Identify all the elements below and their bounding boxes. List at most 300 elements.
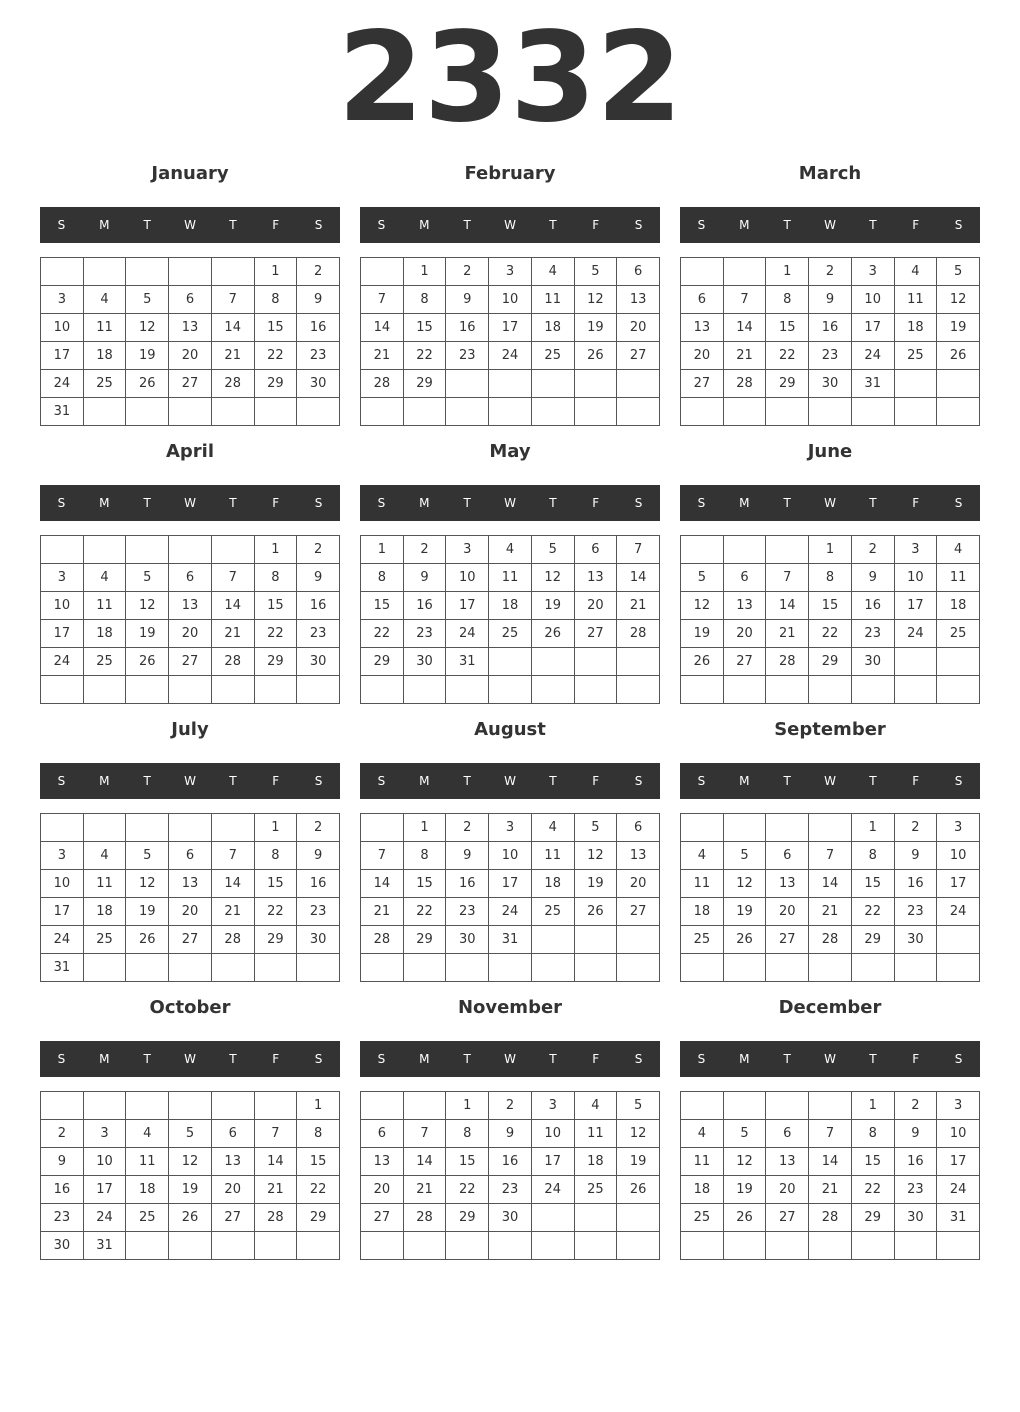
empty-cell <box>937 370 980 398</box>
empty-cell <box>532 926 575 954</box>
day-cell: 4 <box>84 842 127 870</box>
day-cell: 4 <box>126 1120 169 1148</box>
empty-cell <box>212 398 255 426</box>
day-cell: 18 <box>84 342 127 370</box>
empty-cell <box>297 398 340 426</box>
weekday-label: S <box>697 496 706 510</box>
day-cell: 16 <box>41 1176 84 1204</box>
empty-cell <box>532 370 575 398</box>
empty-cell <box>895 648 938 676</box>
day-cell: 1 <box>255 536 298 564</box>
day-cell: 20 <box>617 870 660 898</box>
day-cell: 29 <box>766 370 809 398</box>
weekday-label: M <box>99 1052 110 1066</box>
day-cell: 14 <box>361 314 404 342</box>
weekday-label: F <box>592 496 600 510</box>
empty-cell <box>681 676 724 704</box>
day-grid <box>680 1091 980 1260</box>
day-cell: 30 <box>297 370 340 398</box>
weekday-label: S <box>697 218 706 232</box>
empty-cell <box>212 814 255 842</box>
day-cell: 21 <box>361 898 404 926</box>
empty-cell <box>532 398 575 426</box>
day-cell: 11 <box>532 286 575 314</box>
day-cell: 23 <box>489 1176 532 1204</box>
month-name: May <box>489 441 531 462</box>
day-cell: 27 <box>169 926 212 954</box>
day-cell: 19 <box>937 314 980 342</box>
day-cell: 21 <box>212 898 255 926</box>
weekday-label: F <box>912 1052 920 1066</box>
day-cell: 19 <box>681 620 724 648</box>
day-cell: 6 <box>766 842 809 870</box>
weekday-label: T <box>229 1052 237 1066</box>
weekday-label: W <box>824 496 836 510</box>
day-cell: 1 <box>446 1092 489 1120</box>
day-cell: 27 <box>361 1204 404 1232</box>
day-cell: 22 <box>404 898 447 926</box>
month-name: February <box>464 163 556 184</box>
day-cell: 3 <box>532 1092 575 1120</box>
empty-cell <box>489 954 532 982</box>
day-cell: 18 <box>532 314 575 342</box>
day-cell: 22 <box>361 620 404 648</box>
day-cell: 8 <box>446 1120 489 1148</box>
weekday-label: F <box>272 218 280 232</box>
day-cell: 30 <box>809 370 852 398</box>
day-cell: 17 <box>489 870 532 898</box>
weekday-header <box>40 1041 340 1077</box>
empty-cell <box>212 1092 255 1120</box>
empty-cell <box>169 954 212 982</box>
day-cell: 4 <box>937 536 980 564</box>
weekday-label: S <box>954 218 963 232</box>
empty-cell <box>617 398 660 426</box>
day-cell: 25 <box>84 926 127 954</box>
weekday-label: M <box>739 496 750 510</box>
empty-cell <box>617 926 660 954</box>
day-cell: 2 <box>41 1120 84 1148</box>
day-cell: 5 <box>617 1092 660 1120</box>
day-cell: 15 <box>361 592 404 620</box>
day-cell: 21 <box>766 620 809 648</box>
empty-cell <box>41 814 84 842</box>
day-cell: 24 <box>489 898 532 926</box>
weekday-label: T <box>783 1052 791 1066</box>
day-cell: 23 <box>297 898 340 926</box>
day-cell: 7 <box>361 286 404 314</box>
day-cell: 14 <box>212 314 255 342</box>
day-cell: 12 <box>169 1148 212 1176</box>
day-cell: 2 <box>297 258 340 286</box>
day-cell: 4 <box>532 258 575 286</box>
empty-cell <box>212 536 255 564</box>
day-cell: 14 <box>404 1148 447 1176</box>
day-cell: 19 <box>724 1176 767 1204</box>
day-grid <box>360 257 660 426</box>
empty-cell <box>169 398 212 426</box>
empty-cell <box>617 370 660 398</box>
empty-cell <box>681 954 724 982</box>
weekday-label: W <box>184 774 196 788</box>
day-cell: 7 <box>212 842 255 870</box>
empty-cell <box>489 398 532 426</box>
day-grid <box>680 813 980 982</box>
day-cell: 30 <box>297 648 340 676</box>
day-cell: 7 <box>212 286 255 314</box>
day-cell: 14 <box>809 870 852 898</box>
day-cell: 2 <box>809 258 852 286</box>
day-cell: 28 <box>212 648 255 676</box>
day-cell: 10 <box>532 1120 575 1148</box>
empty-cell <box>84 1092 127 1120</box>
empty-cell <box>489 370 532 398</box>
day-cell: 24 <box>852 342 895 370</box>
day-cell: 15 <box>297 1148 340 1176</box>
day-cell: 10 <box>41 870 84 898</box>
day-cell: 23 <box>297 342 340 370</box>
empty-cell <box>809 814 852 842</box>
empty-cell <box>575 398 618 426</box>
day-cell: 25 <box>895 342 938 370</box>
day-cell: 26 <box>937 342 980 370</box>
day-cell: 18 <box>126 1176 169 1204</box>
weekday-label: S <box>314 496 323 510</box>
day-cell: 6 <box>681 286 724 314</box>
day-cell: 17 <box>41 342 84 370</box>
day-cell: 8 <box>852 842 895 870</box>
day-cell: 7 <box>809 842 852 870</box>
weekday-label: W <box>184 1052 196 1066</box>
weekday-label: T <box>143 774 151 788</box>
day-cell: 1 <box>297 1092 340 1120</box>
day-cell: 1 <box>766 258 809 286</box>
day-cell: 10 <box>489 842 532 870</box>
weekday-label: M <box>419 218 430 232</box>
day-cell: 4 <box>84 286 127 314</box>
day-cell: 21 <box>404 1176 447 1204</box>
day-cell: 21 <box>212 342 255 370</box>
weekday-label: T <box>869 218 877 232</box>
day-cell: 11 <box>681 1148 724 1176</box>
weekday-label: T <box>229 218 237 232</box>
day-cell: 20 <box>169 342 212 370</box>
day-cell: 4 <box>84 564 127 592</box>
day-cell: 6 <box>169 564 212 592</box>
empty-cell <box>766 954 809 982</box>
empty-cell <box>937 1232 980 1260</box>
day-cell: 17 <box>41 620 84 648</box>
day-cell: 24 <box>532 1176 575 1204</box>
day-cell: 4 <box>681 1120 724 1148</box>
day-cell: 20 <box>617 314 660 342</box>
month-name: January <box>151 163 229 184</box>
day-cell: 7 <box>724 286 767 314</box>
day-cell: 30 <box>895 1204 938 1232</box>
day-cell: 20 <box>361 1176 404 1204</box>
empty-cell <box>895 676 938 704</box>
empty-cell <box>681 398 724 426</box>
day-cell: 20 <box>766 1176 809 1204</box>
weekday-label: T <box>463 1052 471 1066</box>
day-cell: 25 <box>937 620 980 648</box>
day-cell: 15 <box>255 314 298 342</box>
day-cell: 25 <box>681 926 724 954</box>
day-cell: 27 <box>169 648 212 676</box>
empty-cell <box>446 370 489 398</box>
empty-cell <box>41 676 84 704</box>
day-cell: 26 <box>532 620 575 648</box>
empty-cell <box>532 1232 575 1260</box>
weekday-label: W <box>184 218 196 232</box>
day-cell: 13 <box>724 592 767 620</box>
day-cell: 1 <box>255 814 298 842</box>
day-cell: 10 <box>489 286 532 314</box>
day-cell: 15 <box>255 592 298 620</box>
day-cell: 13 <box>617 842 660 870</box>
day-cell: 9 <box>297 564 340 592</box>
day-cell: 2 <box>404 536 447 564</box>
empty-cell <box>169 1092 212 1120</box>
empty-cell <box>895 954 938 982</box>
day-grid <box>360 535 660 704</box>
day-cell: 22 <box>297 1176 340 1204</box>
day-cell: 12 <box>681 592 724 620</box>
empty-cell <box>169 676 212 704</box>
weekday-label: W <box>184 496 196 510</box>
day-cell: 27 <box>766 926 809 954</box>
day-cell: 23 <box>297 620 340 648</box>
weekday-label: F <box>592 1052 600 1066</box>
day-cell: 17 <box>41 898 84 926</box>
empty-cell <box>724 536 767 564</box>
empty-cell <box>361 1092 404 1120</box>
empty-cell <box>126 1232 169 1260</box>
day-cell: 15 <box>766 314 809 342</box>
day-cell: 6 <box>617 258 660 286</box>
day-cell: 25 <box>532 898 575 926</box>
day-cell: 10 <box>852 286 895 314</box>
weekday-label: T <box>869 496 877 510</box>
empty-cell <box>575 926 618 954</box>
day-cell: 14 <box>617 564 660 592</box>
weekday-label: S <box>377 774 386 788</box>
day-cell: 22 <box>255 898 298 926</box>
empty-cell <box>361 814 404 842</box>
day-cell: 21 <box>255 1176 298 1204</box>
day-cell: 22 <box>852 1176 895 1204</box>
day-cell: 14 <box>255 1148 298 1176</box>
day-cell: 18 <box>532 870 575 898</box>
empty-cell <box>41 1092 84 1120</box>
empty-cell <box>809 1092 852 1120</box>
day-cell: 14 <box>766 592 809 620</box>
day-cell: 24 <box>446 620 489 648</box>
day-cell: 18 <box>84 620 127 648</box>
day-cell: 22 <box>255 342 298 370</box>
empty-cell <box>575 676 618 704</box>
weekday-header <box>360 763 660 799</box>
day-cell: 12 <box>617 1120 660 1148</box>
day-cell: 10 <box>84 1148 127 1176</box>
day-cell: 13 <box>361 1148 404 1176</box>
day-cell: 20 <box>212 1176 255 1204</box>
day-cell: 28 <box>809 926 852 954</box>
weekday-label: S <box>634 496 643 510</box>
day-cell: 21 <box>617 592 660 620</box>
day-cell: 29 <box>297 1204 340 1232</box>
day-cell: 5 <box>575 258 618 286</box>
empty-cell <box>84 676 127 704</box>
day-cell: 5 <box>126 564 169 592</box>
empty-cell <box>575 648 618 676</box>
empty-cell <box>575 954 618 982</box>
empty-cell <box>84 954 127 982</box>
weekday-header <box>40 207 340 243</box>
empty-cell <box>895 370 938 398</box>
day-cell: 8 <box>852 1120 895 1148</box>
day-cell: 19 <box>575 870 618 898</box>
empty-cell <box>617 1232 660 1260</box>
year-title: 2332 <box>337 6 683 150</box>
day-cell: 15 <box>446 1148 489 1176</box>
empty-cell <box>404 676 447 704</box>
day-cell: 22 <box>255 620 298 648</box>
day-cell: 20 <box>575 592 618 620</box>
weekday-label: M <box>739 1052 750 1066</box>
day-cell: 7 <box>617 536 660 564</box>
day-cell: 25 <box>532 342 575 370</box>
day-cell: 16 <box>852 592 895 620</box>
day-cell: 9 <box>297 842 340 870</box>
day-cell: 15 <box>404 870 447 898</box>
month-name: September <box>774 719 886 740</box>
empty-cell <box>937 926 980 954</box>
day-cell: 18 <box>681 1176 724 1204</box>
day-cell: 9 <box>404 564 447 592</box>
empty-cell <box>937 648 980 676</box>
empty-cell <box>297 954 340 982</box>
weekday-label: S <box>314 1052 323 1066</box>
empty-cell <box>169 258 212 286</box>
weekday-label: T <box>869 1052 877 1066</box>
weekday-label: S <box>634 218 643 232</box>
day-cell: 1 <box>852 1092 895 1120</box>
day-cell: 8 <box>404 842 447 870</box>
day-cell: 13 <box>212 1148 255 1176</box>
day-cell: 26 <box>126 648 169 676</box>
day-cell: 26 <box>617 1176 660 1204</box>
weekday-label: S <box>377 218 386 232</box>
day-cell: 23 <box>404 620 447 648</box>
day-cell: 29 <box>809 648 852 676</box>
day-cell: 9 <box>852 564 895 592</box>
month-name: October <box>149 997 231 1018</box>
day-cell: 29 <box>255 926 298 954</box>
day-cell: 6 <box>361 1120 404 1148</box>
day-cell: 13 <box>575 564 618 592</box>
day-cell: 6 <box>575 536 618 564</box>
day-cell: 18 <box>575 1148 618 1176</box>
day-cell: 9 <box>446 842 489 870</box>
day-cell: 9 <box>41 1148 84 1176</box>
day-grid <box>40 535 340 704</box>
weekday-label: S <box>634 1052 643 1066</box>
empty-cell <box>84 398 127 426</box>
empty-cell <box>404 1092 447 1120</box>
day-cell: 28 <box>212 926 255 954</box>
day-cell: 19 <box>126 620 169 648</box>
empty-cell <box>724 954 767 982</box>
day-cell: 8 <box>404 286 447 314</box>
weekday-header <box>360 485 660 521</box>
day-cell: 28 <box>766 648 809 676</box>
day-cell: 3 <box>41 564 84 592</box>
weekday-label: S <box>57 774 66 788</box>
day-cell: 10 <box>41 592 84 620</box>
month-name: March <box>798 163 862 184</box>
empty-cell <box>255 676 298 704</box>
empty-cell <box>724 814 767 842</box>
empty-cell <box>766 1092 809 1120</box>
weekday-label: S <box>314 218 323 232</box>
empty-cell <box>532 676 575 704</box>
day-cell: 30 <box>41 1232 84 1260</box>
day-cell: 21 <box>361 342 404 370</box>
weekday-label: F <box>272 774 280 788</box>
day-cell: 2 <box>895 1092 938 1120</box>
day-cell: 8 <box>766 286 809 314</box>
empty-cell <box>852 676 895 704</box>
day-cell: 25 <box>84 648 127 676</box>
day-grid <box>360 813 660 982</box>
weekday-label: W <box>824 774 836 788</box>
weekday-label: T <box>229 496 237 510</box>
day-cell: 4 <box>575 1092 618 1120</box>
empty-cell <box>489 648 532 676</box>
day-cell: 29 <box>404 926 447 954</box>
empty-cell <box>724 1232 767 1260</box>
day-cell: 27 <box>169 370 212 398</box>
day-cell: 13 <box>766 870 809 898</box>
day-cell: 7 <box>361 842 404 870</box>
day-cell: 18 <box>681 898 724 926</box>
day-cell: 3 <box>84 1120 127 1148</box>
day-cell: 20 <box>766 898 809 926</box>
day-cell: 16 <box>297 314 340 342</box>
day-cell: 28 <box>361 926 404 954</box>
day-cell: 2 <box>895 814 938 842</box>
day-cell: 3 <box>937 1092 980 1120</box>
month-name: April <box>165 441 215 462</box>
empty-cell <box>41 536 84 564</box>
weekday-label: M <box>99 774 110 788</box>
day-cell: 6 <box>169 842 212 870</box>
month-name: November <box>457 997 563 1018</box>
weekday-label: T <box>229 774 237 788</box>
empty-cell <box>937 398 980 426</box>
day-cell: 18 <box>489 592 532 620</box>
day-cell: 27 <box>617 342 660 370</box>
day-cell: 6 <box>617 814 660 842</box>
weekday-label: F <box>912 774 920 788</box>
empty-cell <box>617 676 660 704</box>
day-cell: 9 <box>446 286 489 314</box>
empty-cell <box>852 1232 895 1260</box>
empty-cell <box>404 1232 447 1260</box>
day-cell: 16 <box>446 314 489 342</box>
empty-cell <box>766 1232 809 1260</box>
